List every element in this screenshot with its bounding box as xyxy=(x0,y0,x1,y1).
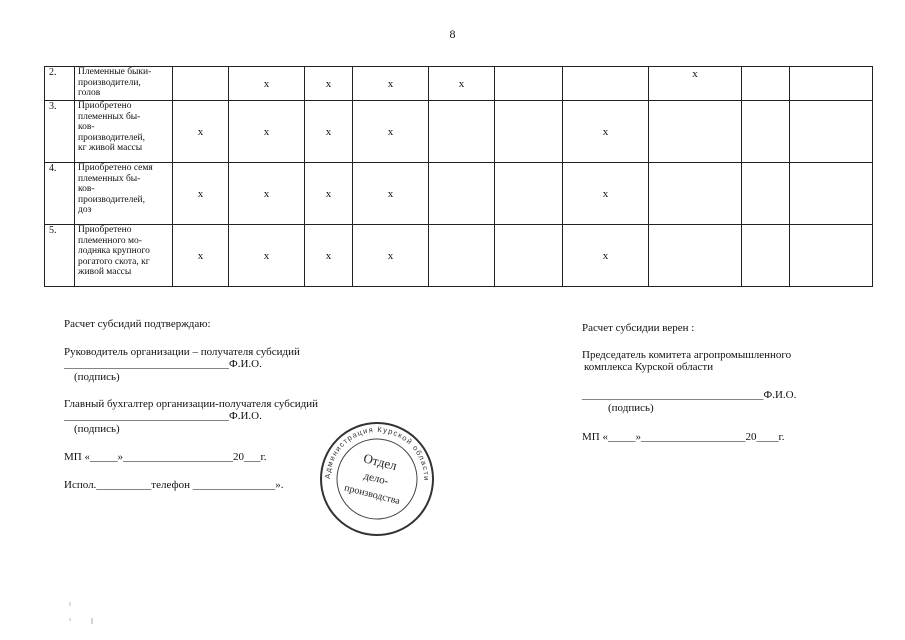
row-name-line: кг живой массы xyxy=(78,143,143,153)
head-signature-caption: (подпись) xyxy=(74,371,120,383)
row-name-line: производителей, xyxy=(78,194,146,205)
row-name xyxy=(75,225,173,287)
row-name-line: голов xyxy=(78,88,101,98)
table-cell: x xyxy=(353,163,429,225)
row-name-line: племенного мо- xyxy=(78,235,142,246)
row-name-line: Приобретено xyxy=(78,225,132,235)
table-cell: x xyxy=(173,101,229,163)
table-cell: x xyxy=(649,67,742,101)
row-name-line: Приобретено xyxy=(78,101,132,111)
executor-phone-line: Испол.__________телефон _______________». xyxy=(64,479,284,491)
table-cell xyxy=(742,67,790,101)
table-cell xyxy=(429,225,495,287)
row-name-line: лодняка крупного xyxy=(78,246,150,256)
table-row xyxy=(45,225,873,287)
table-cell: x xyxy=(305,67,353,101)
table-cell: x xyxy=(229,163,305,225)
head-signature-line: ______________________________Ф.И.О. xyxy=(64,358,262,370)
table-cell: x xyxy=(563,101,649,163)
row-name-line: рогатого скота, кг xyxy=(78,256,150,267)
table-cell xyxy=(649,225,742,287)
head-title: Руководитель организации – получателя субсидий xyxy=(64,346,300,358)
table-cell xyxy=(790,67,873,101)
stamp-center-text: Отдел xyxy=(362,450,399,474)
row-name-line: племенных бы- xyxy=(78,173,141,184)
row-number: 4. xyxy=(45,163,75,225)
chair-signature-line: _________________________________Ф.И.О. xyxy=(582,389,797,401)
table-cell: x xyxy=(305,101,353,163)
table-cell xyxy=(495,163,563,225)
table-cell xyxy=(173,67,229,101)
table-cell: x xyxy=(173,163,229,225)
table-cell xyxy=(495,67,563,101)
row-number: 5. xyxy=(45,225,75,287)
table-cell xyxy=(429,163,495,225)
row-name-line: доз xyxy=(78,205,92,215)
row-number: 2. xyxy=(45,67,75,101)
table-cell: x xyxy=(229,101,305,163)
chair-title-line-1: Председатель комитета агропромышленного xyxy=(582,349,792,361)
table-cell xyxy=(649,163,742,225)
table-cell: x xyxy=(305,163,353,225)
table-cell xyxy=(742,163,790,225)
table-cell: x xyxy=(353,225,429,287)
accountant-signature-line: ______________________________Ф.И.О. xyxy=(64,410,262,422)
row-name-line: племенных бы- xyxy=(78,111,141,122)
row-name-line: производители, xyxy=(78,77,141,88)
stamp-center-text: производства xyxy=(343,482,401,507)
row-name xyxy=(75,101,173,163)
page-number: 8 xyxy=(449,27,456,41)
table-cell xyxy=(790,163,873,225)
table-row xyxy=(45,101,873,163)
row-name-line: производителей, xyxy=(78,132,146,143)
table-cell: x xyxy=(305,225,353,287)
row-name-line: Приобретено семя xyxy=(78,163,153,173)
table-cell xyxy=(429,101,495,163)
table-cell xyxy=(742,225,790,287)
table-row xyxy=(45,67,873,101)
verified-label: Расчет субсидии верен : xyxy=(582,322,695,334)
row-number: 3. xyxy=(45,101,75,163)
round-seal-stamp xyxy=(318,420,436,538)
left-stamp-date-line: МП «_____»____________________20___г. xyxy=(64,451,267,463)
chair-title-line-2: комплекса Курской области xyxy=(584,361,714,373)
subsidy-table xyxy=(44,66,873,287)
accountant-title: Главный бухгалтер организации-получателя субсидий xyxy=(64,398,319,410)
chair-signature-caption: (подпись) xyxy=(608,402,654,414)
table-cell xyxy=(495,101,563,163)
table-cell xyxy=(649,101,742,163)
stamp-ring-text: Администрация Курской области xyxy=(322,424,432,482)
right-stamp-date-line: МП «_____»___________________20____г. xyxy=(582,431,785,443)
row-name xyxy=(75,67,173,101)
table-cell: x xyxy=(173,225,229,287)
row-name-line: живой массы xyxy=(78,267,132,277)
row-name-line: Племенные быки- xyxy=(78,67,152,77)
table-cell: x xyxy=(353,67,429,101)
table-cell: x xyxy=(229,225,305,287)
row-name-line: ков- xyxy=(78,184,95,194)
table-cell: x xyxy=(563,225,649,287)
table-cell xyxy=(790,101,873,163)
table-cell xyxy=(563,67,649,101)
table-cell: x xyxy=(563,163,649,225)
table-cell xyxy=(495,225,563,287)
confirm-label: Расчет субсидий подтверждаю: xyxy=(64,318,211,330)
table-cell: x xyxy=(229,67,305,101)
table-cell xyxy=(742,101,790,163)
table-cell: x xyxy=(429,67,495,101)
row-name-line: ков- xyxy=(78,122,95,132)
table-cell: x xyxy=(353,101,429,163)
scan-artifact-marks xyxy=(68,600,98,630)
stamp-center-text: дело- xyxy=(362,469,390,488)
table-cell xyxy=(790,225,873,287)
accountant-signature-caption: (подпись) xyxy=(74,423,120,435)
row-name xyxy=(75,163,173,225)
table-row xyxy=(45,163,873,225)
